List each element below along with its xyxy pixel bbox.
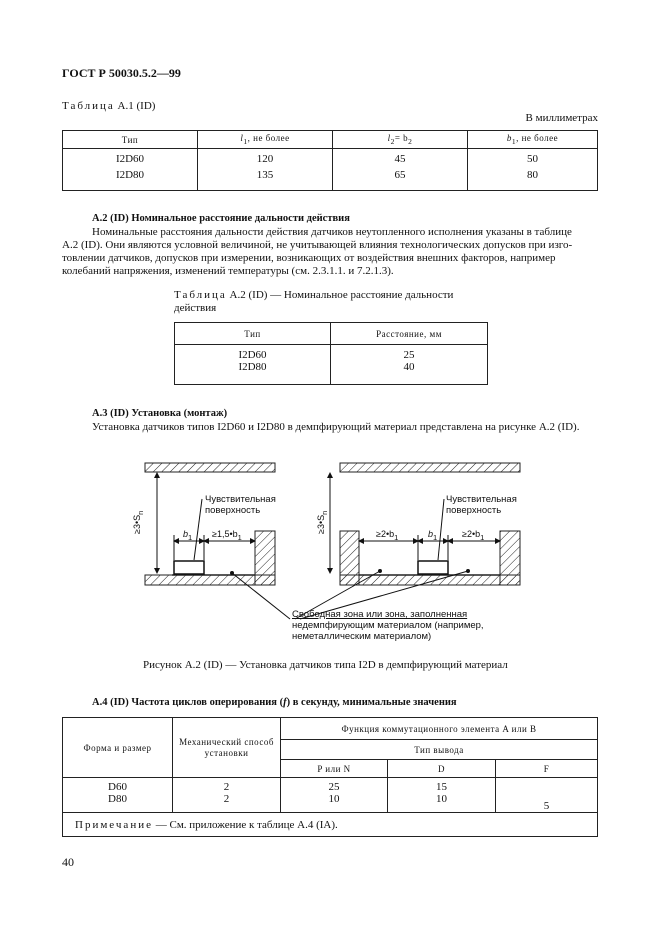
paragraph-line: колебаний напряжения, изменений температуры (см. 2.3.1.1. и 7.2.1.3). [62,265,394,277]
table3-col-f: F [496,760,598,778]
table3-subgroup-header: Тип вывода [281,740,598,760]
table1-cell: 65 [333,169,468,191]
table1-col-l2-b2: $l_2= b_2$ [333,131,468,149]
table3-cell: 2 [173,778,281,793]
right-installation [295,463,520,619]
page-number: 40 [62,855,74,869]
table3-col-mount: Механический способ установки [173,718,281,778]
table3-cell: D60 [63,778,173,793]
paragraph-line: A.2 (ID). Они являются условной величиной, не учитывающей влияния технологических допусков при изго- [62,239,573,251]
table1-cell: I2D60 [63,149,198,169]
top-plate-left [145,463,275,472]
table2-cell: 25 [331,345,488,361]
table2-col-distance: Расстояние, мм [331,323,488,345]
table1-caption-rest: A.1 (ID) [117,100,156,112]
table1-col-b1: $b_1$, не более [468,131,598,149]
table3-cell: 2 [173,793,281,813]
table2-header-row [175,323,488,345]
dim-left-vertical: $\ge 3•S_n$ [132,510,145,534]
table2-cell: I2D60 [175,345,331,361]
table1-col-type: Тип [63,131,198,149]
table3 [62,717,598,837]
table-row [175,361,488,385]
table2-cell: 40 [331,361,488,385]
table3-cell: 10 [281,793,388,813]
side-wall-right-b [500,531,520,585]
table3-cell: 5 [496,778,598,813]
table3-col-pn: P или N [281,760,388,778]
table3-cell: 25 [281,778,388,793]
sensor-left [174,561,204,574]
paragraph-line: товлении датчиков, допусков при измерении, возникающих от воздействия внешних факторов, например [62,252,556,264]
dim-right-vertical: $\ge 3•S_n$ [316,510,329,534]
table1-col-l1: $l_1$, не более [198,131,333,149]
table1 [62,130,598,191]
table3-note: Примечание — См. приложение к таблице A.4 (IA). [63,813,598,837]
table3-cell: 15 [388,778,496,793]
table1-caption [62,100,155,112]
table-row [63,169,598,191]
table3-cell: D80 [63,793,173,813]
dim-right-horizontal-1: $\ge 2•b_1$ [376,529,399,542]
section-a3-heading: А.3 (ID) Установка (монтаж) [92,408,228,419]
section-a2-body [62,226,598,278]
figure-caption: Рисунок A.2 (ID) — Установка датчиков типа I2D в демпфирующий материал [143,659,508,671]
table1-unit-note: В миллиметрах [525,112,598,124]
table3-col-d: D [388,760,496,778]
table2-col-type: Тип [175,323,331,345]
paragraph-line: Номинальные расстояния дальности действия датчиков неутопленного исполнения указаны в таблице [92,226,572,238]
table1-cell: I2D80 [63,169,198,191]
dim-left-horizontal: $\ge 1,5•b_1$ [212,529,242,542]
table1-header-row [63,131,598,149]
table1-cell: 45 [333,149,468,169]
sensor-right [418,561,448,574]
free-zone-label: Свободная зона или зона, заполненная недемпфирующим материалом (например, неметаллическим материалом) [292,609,484,642]
bottom-plate-right [340,575,520,585]
dim-b1-left: $b_1$ [183,529,193,542]
side-wall-right-a [340,531,359,585]
section-a4-heading: А.4 (ID) Частота циклов оперирования (f) в секунду, минимальные значения [92,697,457,708]
section-a2-heading: А.2 (ID) Номинальное расстояние дальности действия [92,213,350,224]
table2-caption-line2: действия [174,302,217,314]
table1-cell: 50 [468,149,598,169]
sense-label-left: Чувствительная поверхность [205,494,276,516]
table2 [174,322,488,385]
top-plate-right [340,463,520,472]
table3-header-row-1 [63,718,598,740]
document-header: ГОСТ Р 50030.5.2—99 [62,66,181,80]
table2-caption-word: Таблица [174,289,227,301]
table1-cell: 80 [468,169,598,191]
table3-col-form: Форма и размер [63,718,173,778]
section-a3-text: Установка датчиков типов I2D60 и I2D80 в демпфирующий материал представлена на рисунке A.2 (ID). [92,421,580,433]
table1-caption-word: Таблица [62,100,115,112]
side-wall-left [255,531,275,585]
sense-label-right: Чувствительная поверхность [446,494,517,516]
table2-caption [174,289,453,315]
table2-caption-rest: A.2 (ID) — Номинальное расстояние дальности [229,289,454,301]
dim-right-horizontal-2: $\ge 2•b_1$ [462,529,485,542]
table-row [63,149,598,169]
table1-cell: 135 [198,169,333,191]
table3-cell: 10 [388,793,496,813]
table-row [175,345,488,361]
table2-cell: I2D80 [175,361,331,385]
table-row [63,778,598,793]
table1-cell: 120 [198,149,333,169]
table3-group-header: Функция коммутационного элемента A или B [281,718,598,740]
dim-b1-right: $b_1$ [428,529,438,542]
table3-note-row [63,813,598,837]
